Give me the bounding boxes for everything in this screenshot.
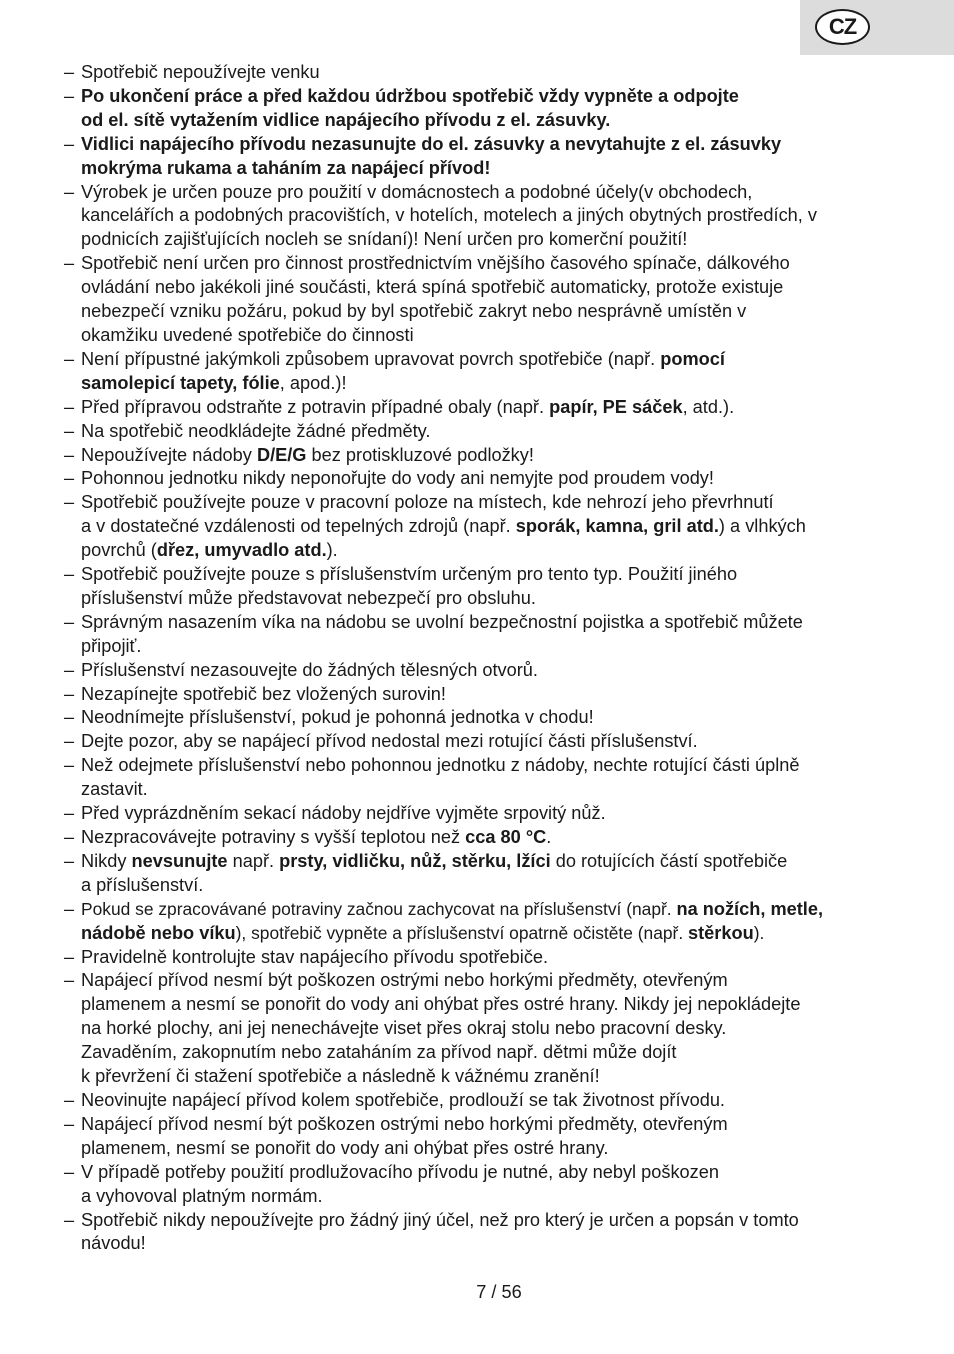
text: Správným nasazením víka na nádobu se uvolní bezpečnostní pojistka a spotřebič můžete — [81, 611, 803, 632]
list-item — [64, 181, 910, 253]
text: . — [546, 827, 552, 847]
safety-instructions-list — [64, 61, 910, 1256]
list-item — [64, 133, 910, 181]
list-item — [64, 659, 910, 683]
text: , atd.). — [682, 396, 735, 417]
list-item — [64, 730, 910, 754]
bold-text: prsty, vidličku, nůž, stěrku, lžíci — [279, 850, 551, 871]
text: do rotujících částí spotřebiče — [550, 850, 788, 871]
bold-text: nádobě nebo víku — [81, 922, 236, 943]
text: Spotřebič používejte pouze v pracovní poloze na místech, kde nehrozí jeho převrhnutí — [81, 492, 774, 513]
list-item — [64, 611, 910, 659]
text: V případě potřeby použití prodlužovacího přívodu je nutné, aby nebyl poškozen — [81, 1161, 719, 1182]
text: povrchů ( — [81, 540, 157, 561]
text: příslušenství může představovat nebezpečí pro obsluhu. — [81, 587, 536, 608]
list-item — [64, 969, 910, 1089]
text: ). — [326, 540, 338, 561]
list-item — [64, 467, 910, 491]
text: zastavit. — [81, 779, 148, 800]
text: podnicích zajišťujících nocleh se snídaní)! Není určen pro komerční použití! — [81, 229, 688, 250]
list-item — [64, 850, 910, 898]
text: okamžiku uvedené spotřebiče do činnosti — [81, 324, 414, 345]
bold-text: stěrkou — [688, 922, 754, 943]
text: Nepoužívejte nádoby — [81, 444, 257, 465]
language-tab — [800, 0, 954, 55]
text: Nezapínejte spotřebič bez vložených surovin! — [81, 683, 446, 704]
list-item — [64, 1089, 910, 1113]
bold-text: cca 80 °C — [465, 827, 547, 847]
list-item — [64, 396, 910, 420]
text: Spotřebič není určen pro činnost prostřednictvím vnějšího časového spínače, dálkového — [81, 253, 790, 274]
list-item — [64, 802, 910, 826]
bold-text: pomocí — [660, 348, 725, 369]
text: ). — [753, 922, 765, 943]
text: ) a vlhkých — [718, 516, 806, 537]
text: Nezpracovávejte potraviny s vyšší teplotou než — [81, 827, 466, 847]
list-item — [64, 754, 910, 802]
bold-text: dřez, umyvadlo atd. — [156, 540, 327, 561]
list-item — [64, 61, 910, 85]
page-number: 7 / 56 — [476, 1282, 522, 1302]
text: Před přípravou odstraňte z potravin případné obaly (např. — [81, 396, 550, 417]
list-item — [64, 563, 910, 611]
text: ovládání nebo jakékoli jiné součásti, která spíná spotřebič automaticky, protože existuje — [81, 277, 784, 298]
list-item — [64, 444, 910, 468]
text: Nikdy — [81, 850, 132, 871]
text: k převržení či stažení spotřebiče a následně k vážnému zranění! — [81, 1066, 600, 1087]
bold-text: mokrýma rukama a taháním za napájecí přívod! — [81, 157, 491, 178]
list-item — [64, 1161, 910, 1209]
bold-text: nevsunujte — [131, 850, 228, 871]
text: ), spotřebič vypněte a příslušenství opatrně očistěte (např. — [235, 922, 689, 943]
text: Napájecí přívod nesmí být poškozen ostrými nebo horkými předměty, otevřeným — [81, 1113, 728, 1134]
text: připojiť. — [81, 635, 142, 656]
bold-text: Vidlici napájecího přívodu nezasunujte do el. zásuvky a nevytahujte z el. zásuvky — [81, 133, 782, 154]
text: Před vyprázdněním sekací nádoby nejdříve vyjměte srpovitý nůž. — [81, 803, 606, 824]
list-item — [64, 898, 910, 946]
text: Dejte pozor, aby se napájecí přívod nedostal mezi rotující části příslušenství. — [81, 731, 698, 752]
text: plamenem, nesmí se ponořit do vody ani ohýbat přes ostré hrany. — [81, 1137, 609, 1158]
bold-text: Po ukončení práce a před každou údržbou spotřebič vždy vypněte a odpojte — [81, 85, 739, 106]
text: Pokud se zpracovávané potraviny začnou zachycovat na příslušenství (např. — [81, 898, 677, 919]
bold-text: od el. sítě vytažením vidlice napájecího přívodu z el. zásuvky. — [81, 109, 611, 130]
list-item — [64, 706, 910, 730]
text: , apod.)! — [279, 372, 347, 393]
bold-text: sporák, kamna, gril atd. — [515, 516, 719, 537]
text: bez protiskluzové podložky! — [306, 444, 534, 465]
text: Není přípustné jakýmkoli způsobem upravovat povrch spotřebiče (např. — [81, 348, 661, 369]
bold-text: na nožích, metle, — [676, 898, 824, 919]
list-item — [64, 348, 910, 396]
text: Spotřebič nepoužívejte venku — [81, 62, 320, 82]
text: Na spotřebič neodkládejte žádné předměty. — [81, 420, 431, 441]
list-item — [64, 420, 910, 444]
text: Pohonnou jednotku nikdy neponořujte do vody ani nemyjte pod proudem vody! — [81, 468, 714, 489]
bold-text: papír, PE sáček — [549, 396, 683, 417]
list-item — [64, 1209, 910, 1257]
text: Pravidelně kontrolujte stav napájecího přívodu spotřebiče. — [81, 946, 549, 967]
text: a příslušenství. — [81, 874, 204, 895]
list-item — [64, 683, 910, 707]
list-item — [64, 1113, 910, 1161]
text: Příslušenství nezasouvejte do žádných tělesných otvorů. — [81, 659, 538, 680]
list-item — [64, 946, 910, 970]
bold-text: D/E/G — [256, 444, 307, 465]
bold-text: samolepicí tapety, fólie — [81, 372, 280, 393]
text: návodu! — [81, 1233, 146, 1254]
list-item — [64, 252, 910, 348]
text: na horké plochy, ani jej nenechávejte viset přes okraj stolu nebo pracovní desky. — [81, 1018, 727, 1039]
text: Spotřebič nikdy nepoužívejte pro žádný jiný účel, než pro který je určen a popsán v tomto — [81, 1209, 799, 1230]
text: Neodnímejte příslušenství, pokud je pohonná jednotka v chodu! — [81, 707, 594, 728]
text: a vyhovoval platným normám. — [81, 1185, 323, 1206]
text: Výrobek je určen pouze pro použití v domácnostech a podobné účely(v obchodech, — [81, 181, 753, 202]
list-item — [64, 826, 910, 850]
text: Spotřebič používejte pouze s příslušenstvím určeným pro tento typ. Použití jiného — [81, 564, 738, 585]
text: Než odejmete příslušenství nebo pohonnou jednotku z nádoby, nechte rotující části úplně — [81, 755, 800, 776]
text: Neovinujte napájecí přívod kolem spotřebiče, prodlouží se tak životnost přívodu. — [81, 1089, 725, 1110]
text: Napájecí přívod nesmí být poškozen ostrými nebo horkými předměty, otevřeným — [81, 970, 728, 991]
language-badge: CZ — [815, 9, 870, 45]
text: a v dostatečné vzdálenosti od tepelných zdrojů (např. — [81, 516, 516, 537]
text: např. — [227, 850, 280, 871]
text: Zavaděním, zakopnutím nebo zataháním za přívod např. dětmi může dojít — [81, 1042, 677, 1063]
text: nebezpečí vzniku požáru, pokud by byl spotřebič zakryt nebo nesprávně umístěn v — [81, 301, 747, 322]
text: plamenem a nesmí se ponořit do vody ani ohýbat přes ostré hrany. Nikdy jej nepokládejte — [81, 994, 801, 1015]
list-item — [64, 491, 910, 563]
list-item — [64, 85, 910, 133]
text: kancelářích a podobných pracovištích, v hotelích, motelech a jiných obytných prostředích, v — [81, 205, 817, 226]
